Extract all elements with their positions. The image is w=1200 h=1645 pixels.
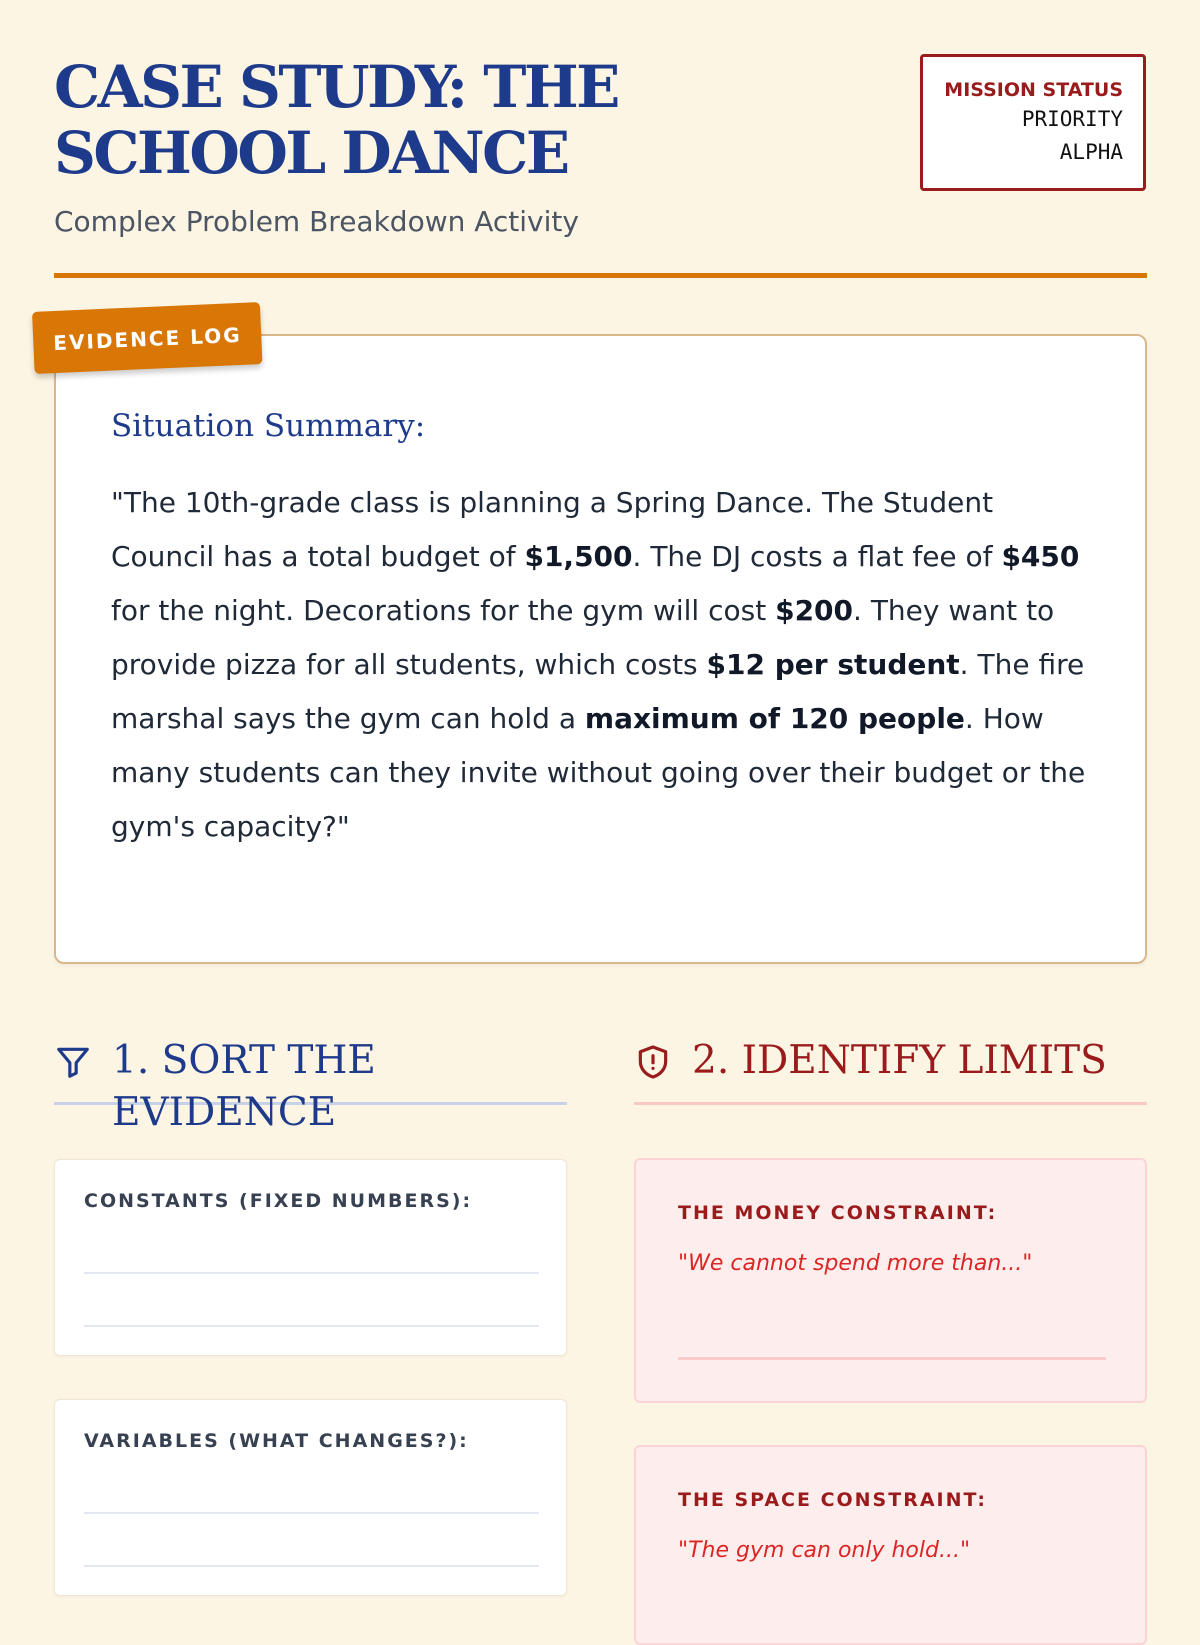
variables-card bbox=[54, 1399, 567, 1596]
sort-evidence-heading bbox=[54, 1035, 567, 1135]
summary-text-part: . The DJ costs a flat fee of bbox=[632, 540, 1002, 573]
header-divider bbox=[54, 273, 1147, 278]
space-constraint-prompt: "The gym can only hold..." bbox=[678, 1538, 971, 1563]
mission-status-label: MISSION STATUS bbox=[944, 79, 1123, 101]
identify-limits-heading bbox=[634, 1035, 1147, 1105]
summary-text-part: for the night. Decorations for the gym will cost bbox=[111, 594, 776, 627]
summary-capacity-value: maximum of 120 people bbox=[584, 702, 965, 735]
summary-text-part: . How many students can they invite without going over their budget or the gym's capacity?" bbox=[111, 702, 1086, 843]
filter-icon bbox=[54, 1035, 92, 1085]
summary-decorations-value: $200 bbox=[775, 594, 854, 627]
constants-label: CONSTANTS (FIXED NUMBERS): bbox=[84, 1190, 473, 1212]
summary-dj-fee-value: $450 bbox=[1001, 540, 1080, 573]
variables-answer-line-1[interactable] bbox=[84, 1512, 539, 1514]
money-constraint-prompt: "We cannot spend more than..." bbox=[678, 1251, 1033, 1276]
constants-card bbox=[54, 1159, 567, 1356]
summary-budget-value: $1,500 bbox=[524, 540, 633, 573]
summary-text-part: . They want to provide pizza for all students, which costs bbox=[111, 594, 1055, 681]
variables-label: VARIABLES (WHAT CHANGES?): bbox=[84, 1430, 469, 1452]
money-constraint-label: THE MONEY CONSTRAINT: bbox=[678, 1202, 998, 1224]
mission-status-value-line2: ALPHA bbox=[1059, 140, 1123, 164]
money-constraint-card bbox=[634, 1158, 1147, 1403]
summary-pizza-value: $12 per student bbox=[706, 648, 960, 681]
mission-status-box bbox=[920, 54, 1146, 191]
summary-text-part: "The 10th-grade class is planning a Spring Dance. The Student Council has a total budget of bbox=[111, 486, 994, 573]
evidence-log-tag: EVIDENCE LOG bbox=[32, 302, 263, 374]
space-constraint-card bbox=[634, 1445, 1147, 1645]
constants-answer-line-1[interactable] bbox=[84, 1272, 539, 1274]
summary-text-part: . The fire marshal says the gym can hold a bbox=[111, 648, 1085, 735]
sort-evidence-title: 1. SORT THE EVIDENCE bbox=[112, 1038, 376, 1135]
variables-answer-line-2[interactable] bbox=[84, 1565, 539, 1567]
situation-summary-title: Situation Summary: bbox=[111, 408, 426, 444]
evidence-log-card bbox=[52, 322, 1147, 964]
situation-summary-text bbox=[111, 476, 1091, 854]
page-title: CASE STUDY: THE SCHOOL DANCE bbox=[54, 53, 618, 187]
identify-limits-title: 2. IDENTIFY LIMITS bbox=[692, 1038, 1107, 1083]
space-constraint-label: THE SPACE CONSTRAINT: bbox=[678, 1489, 988, 1511]
page-subtitle: Complex Problem Breakdown Activity bbox=[54, 205, 579, 238]
shield-alert-icon bbox=[634, 1035, 672, 1085]
money-constraint-answer-line[interactable] bbox=[678, 1357, 1106, 1360]
mission-status-value-line1: PRIORITY bbox=[1021, 107, 1123, 131]
constants-answer-line-2[interactable] bbox=[84, 1325, 539, 1327]
